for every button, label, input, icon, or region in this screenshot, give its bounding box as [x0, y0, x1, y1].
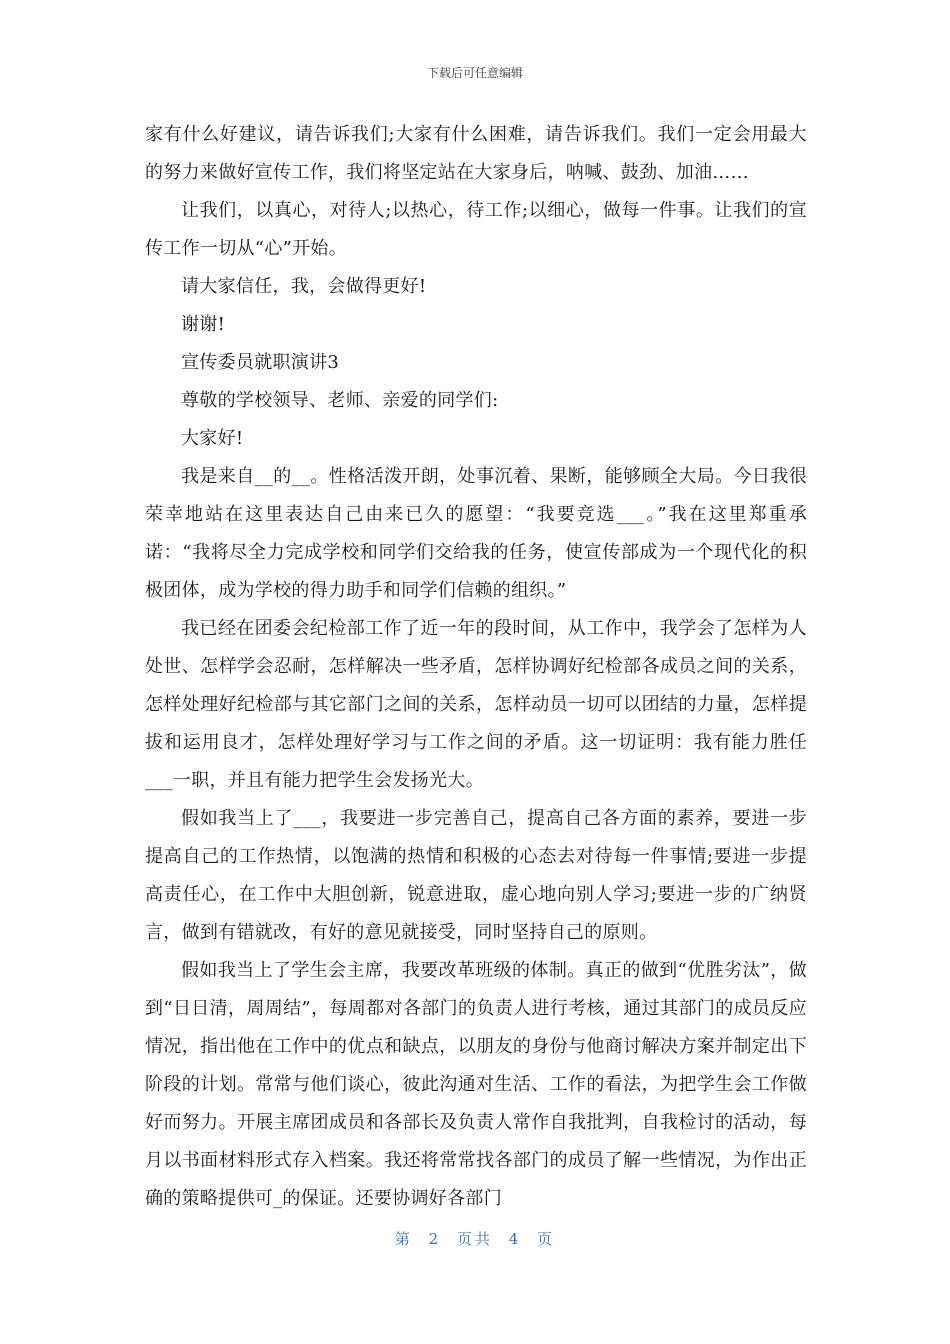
paragraph: 谢谢!	[181, 314, 226, 335]
paragraph: 我已经在团委会纪检部工作了近一年的段时间，从工作中，我学会了怎样为人处世、怎样学会忍耐，怎样解决一些矛盾，怎样协调好纪检部各成员之间的关系，怎样处理好纪检部与其它部门之间的关系，怎样动员一切可以团结的力量，怎样提拔和运用良才，怎样处理好学习与工作之间的矛盾。这一切证明：我有能力胜任___一职，并且有能力把学生会发扬光大。	[145, 618, 807, 791]
paragraph: 请大家信任，我，会做得更好!	[181, 276, 427, 297]
page-header: 下载后可任意编辑	[426, 66, 523, 80]
greeting: 大家好!	[181, 428, 244, 449]
document-body	[145, 116, 807, 1218]
paragraph: 让我们，以真心，对待人;以热心，待工作;以细心，做每一件事。让我们的宣传工作一切从“心”开始。	[145, 200, 807, 259]
paragraph: 假如我当上了___，我要进一步完善自己，提高自己各方面的素养，要进一步提高自己的工作热情，以饱满的热情和积极的心态去对待每一件事情;要进一步提高责任心，在工作中大胆创新，锐意进取，虚心地向别人学习;要进一步的广纳贤言，做到有错就改，有好的意见就接受，同时坚持自己的原则。	[145, 808, 807, 943]
page-number: 第 2 页共 4 页	[394, 1230, 556, 1248]
paragraph: 我是来自__的__。性格活泼开朗，处事沉着、果断，能够顾全大局。今日我很荣幸地站在这里表达自己由来已久的愿望：“我要竞选___。”我在这里郑重承诺：“我将尽全力完成学校和同学们交给我的任务，使宣传部成为一个现代化的积极团体，成为学校的得力助手和同学们信赖的组织。”	[145, 466, 807, 601]
paragraph: 假如我当上了学生会主席，我要改革班级的体制。真正的做到“优胜劣汰”，做到“日日清，周周结”，每周都对各部门的负责人进行考核，通过其部门的成员反应情况，指出他在工作中的优点和缺点，以朋友的身份与他商讨解决方案并制定出下阶段的计划。常常与他们谈心，彼此沟通对生活、工作的看法，为把学生会工作做好而努力。开展主席团成员和各部长及负责人常作自我批判，自我检讨的活动，每月以书面材料形式存入档案。我还将常常找各部门的成员了解一些情况，为作出正确的策略提供可_的保证。还要协调好各部门	[145, 960, 807, 1209]
section-heading: 宣传委员就职演讲3	[181, 352, 340, 373]
salutation: 尊敬的学校领导、老师、亲爱的同学们:	[181, 390, 499, 411]
paragraph: 家有什么好建议，请告诉我们;大家有什么困难，请告诉我们。我们一定会用最大的努力来做好宣传工作，我们将坚定站在大家身后，呐喊、鼓劲、加油……	[145, 124, 807, 183]
